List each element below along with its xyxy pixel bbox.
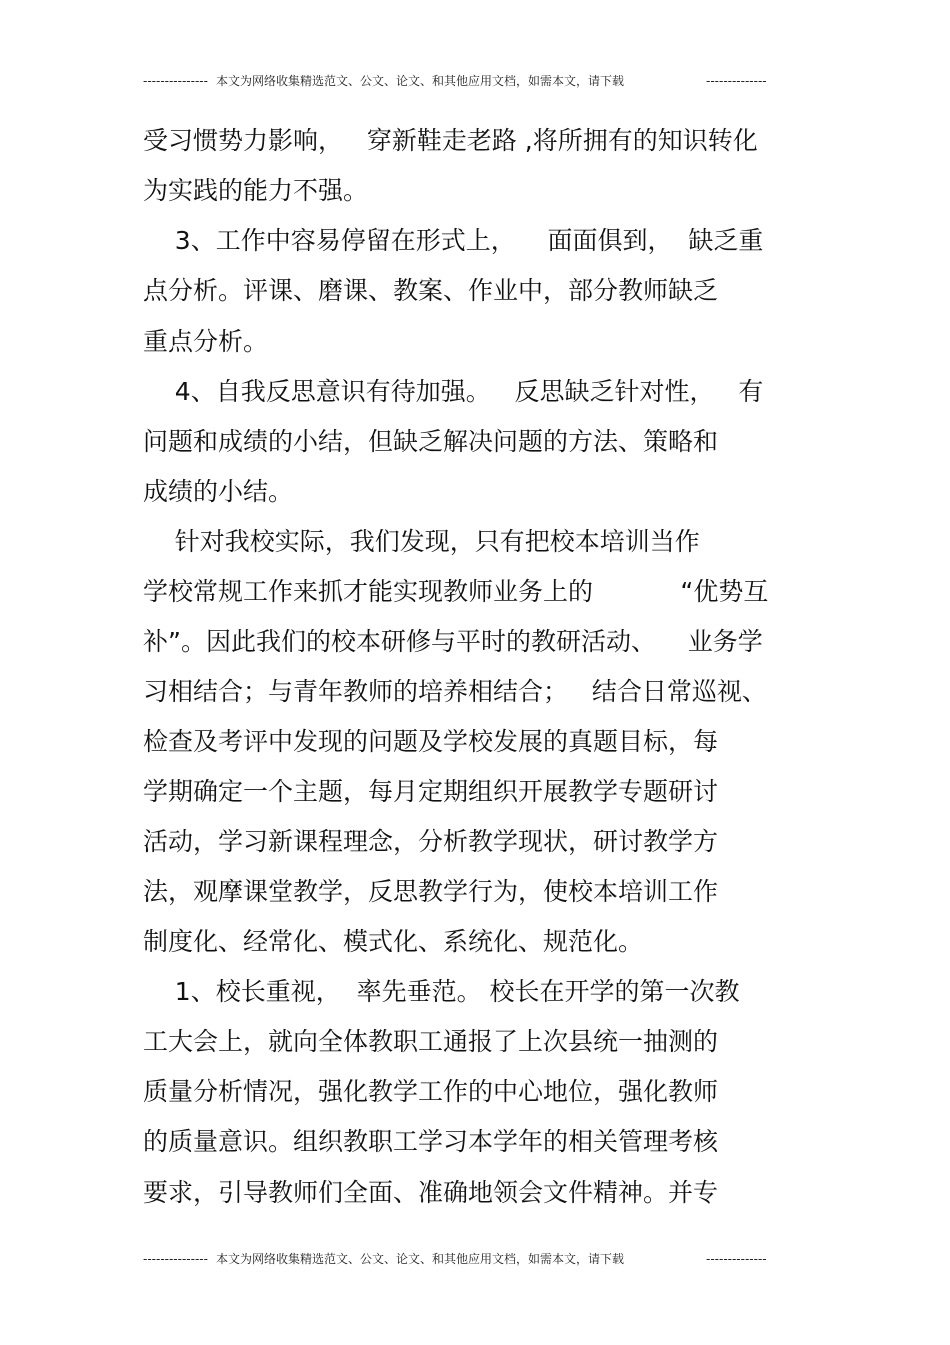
header-dashes-right: -------------- [706, 74, 767, 88]
body-line: 的质量意识。组织教职工学习本学年的相关管理考核 [143, 1127, 719, 1156]
body-line: 活动，学习新课程理念，分析教学现状，研讨教学方 [143, 827, 719, 856]
header-dashes-left: --------------- [143, 74, 208, 88]
page-footer [0, 1249, 950, 1269]
body-line: 成绩的小结。 [143, 477, 294, 506]
body-line: 1、校长重视， 率先垂范。 校长在开学的第一次教 [143, 977, 740, 1006]
body-line: 法，观摩课堂教学，反思教学行为，使校本培训工作 [143, 877, 719, 906]
body-line: 为实践的能力不强。 [143, 176, 369, 205]
body-line: 检查及考评中发现的问题及学校发展的真题目标，每 [143, 727, 719, 756]
body-line: 3、工作中容易停留在形式上， 面面俱到， 缺乏重 [143, 226, 764, 255]
body-line: 补”。因此我们的校本研修与平时的教研活动、 业务学 [143, 627, 763, 656]
footer-dashes-left: --------------- [143, 1252, 208, 1266]
body-line: 制度化、经常化、模式化、系统化、规范化。 [143, 927, 644, 956]
body-line: 点分析。评课、磨课、教案、作业中，部分教师缺乏 [143, 276, 719, 305]
footer-dashes-right: -------------- [706, 1252, 767, 1266]
footer-text: 本文为网络收集精选范文、公文、论文、和其他应用文档，如需本文，请下载 [216, 1252, 625, 1266]
body-line: 问题和成绩的小结，但缺乏解决问题的方法、策略和 [143, 427, 719, 456]
body-line: 针对我校实际，我们发现，只有把校本培训当作 [143, 527, 700, 556]
body-line: 习相结合；与青年教师的培养相结合； 结合日常巡视、 [143, 677, 767, 706]
body-line: 4、自我反思意识有待加强。 反思缺乏针对性， 有 [143, 377, 764, 406]
body-line: 学期确定一个主题，每月定期组织开展教学专题研讨 [143, 777, 719, 806]
body-line: 重点分析。 [143, 327, 269, 356]
body-line: 学校常规工作来抓才能实现教师业务上的 “优势互 [143, 577, 769, 606]
body-line: 要求，引导教师们全面、准确地领会文件精神。并专 [143, 1178, 719, 1207]
body-line: 质量分析情况，强化教学工作的中心地位，强化教师 [143, 1077, 719, 1106]
header-text: 本文为网络收集精选范文、公文、论文、和其他应用文档，如需本文，请下载 [216, 74, 625, 88]
body-line: 受习惯势力影响， 穿新鞋走老路 ,将所拥有的知识转化 [143, 126, 758, 155]
page-header [0, 71, 950, 91]
body-line: 工大会上，就向全体教职工通报了上次县统一抽测的 [143, 1027, 719, 1056]
